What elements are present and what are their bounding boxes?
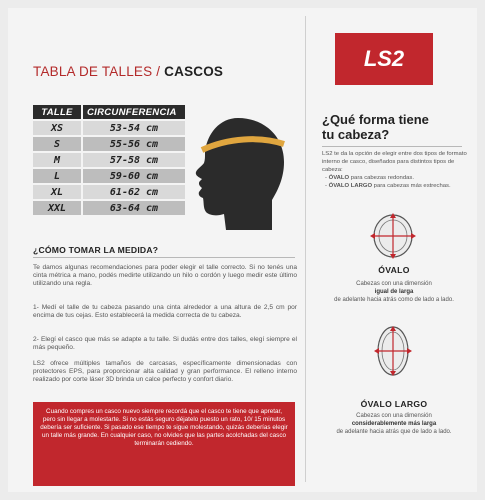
fit-tip-box [33,402,295,486]
table-row [33,121,185,135]
table-row [33,169,185,183]
col-talle: TALLE [33,105,83,119]
shape-bullet-long-oval: - ÓVALO LARGO para cabezas más estrechas. [325,183,451,189]
ls2-logo [335,33,433,85]
oval-desc-strong: igual de larga [374,289,414,295]
bullet-long-strong: ÓVALO LARGO [328,183,373,189]
column-divider [305,16,306,482]
oval-desc-line-1: Cabezas con una dimensión [356,281,432,287]
size-cell: XXL [33,201,83,215]
long-oval-description [322,412,466,436]
size-table [33,103,185,217]
size-cell: L [33,169,83,183]
circ-cell: 55-56 cm [83,137,185,151]
circ-cell: 53-54 cm [83,121,185,135]
head-profile-illustration [188,112,288,234]
ls2-note: LS2 ofrece múltiples tamaños de carcasas, específicamente dimensionadas con protectores EPS, para proporcionar alta calidad y gran performance. El relleno interno realizado por corte láser 3D brinda un calce perfecto y confort diario. [33,360,297,383]
fit-tip-text: Cuando compres un casco nuevo siempre recordá que el casco te tiene que apretar, pero sin llegar a molestarte. Si no estás seguro déjatelo puesto un rato, 10/ 15 minutos debería ser suficiente. Si pasado ese tiempo te sigue molestando, quizás deberías elegir un talle más grande. En cualquier caso, no olvides que las partes acolchadas del casco terminarán cediendo. [40,408,288,447]
table-row [33,137,185,151]
long-oval-label: ÓVALO LARGO [360,399,428,409]
measure-step-1: 1- Medí el talle de tu cabeza pasando una cinta alrededor a una altura de 2,5 cm por encima de tus cejas. Esto establecerá la medida correcta de tu cabeza. [33,304,297,319]
page-title [33,64,223,79]
title-prefix: TABLA DE TALLES / [33,64,165,79]
circ-cell: 61-62 cm [83,185,185,199]
shape-bullet-oval: - ÓVALO para cabezas redondas. [325,175,414,181]
table-row [33,153,185,167]
oval-desc-line-2: de adelante hacia atrás como de lado a lado. [334,297,454,303]
shape-heading-line-2: tu cabeza? [322,127,390,142]
logo-text: LS2 [363,46,405,71]
shape-heading-line-1: ¿Qué forma tiene [322,112,429,127]
head-silhouette [196,118,284,230]
col-circunferencia: CIRCUNFERENCIA [83,105,185,119]
shape-intro: LS2 te da la opción de elegir entre dos tipos de formato interno de casco, diseñados para distintos tipos de cabeza: [322,151,467,173]
long-desc-strong: considerablemente más larga [351,421,437,427]
circ-cell: 63-64 cm [83,201,185,215]
oval-head-icon [364,212,422,260]
measure-intro: Te damos algunas recomendaciones para poder elegir el talle correcto. Si no tenés una cinta métrica a mano, podés medirte utilizando un hilo o cordón y luego medir este último utilizando una regla. [33,264,297,287]
circ-cell: 57-58 cm [83,153,185,167]
measure-step-2: 2- Elegí el casco que más se adapte a tu talle. Si dudás entre dos talles, elegí siempre el más pequeño. [33,336,297,351]
measure-rule [33,257,295,258]
size-table-header [33,105,185,119]
shape-rule [322,146,462,147]
size-cell: XL [33,185,83,199]
oval-description [322,280,466,304]
bullet-long-rest: para cabezas más estrechas. [372,183,451,189]
bullet-oval-rest: para cabezas redondas. [349,175,414,181]
circ-cell: 59-60 cm [83,169,185,183]
oval-label: ÓVALO [378,265,410,275]
long-oval-head-icon [364,325,422,377]
size-cell: M [33,153,83,167]
measure-heading: ¿CÓMO TOMAR LA MEDIDA? [33,245,159,255]
shape-heading [322,112,429,142]
size-cell: S [33,137,83,151]
title-strong: CASCOS [164,64,224,79]
table-row [33,201,185,215]
bullet-oval-strong: ÓVALO [328,175,350,181]
ls2-logo-mark [348,46,420,72]
long-desc-line-2: de adelante hacia atrás que de lado a lado. [336,429,452,435]
shape-intro-block [322,150,467,190]
size-cell: XS [33,121,83,135]
table-row [33,185,185,199]
long-desc-line-1: Cabezas con una dimensión [356,413,432,419]
